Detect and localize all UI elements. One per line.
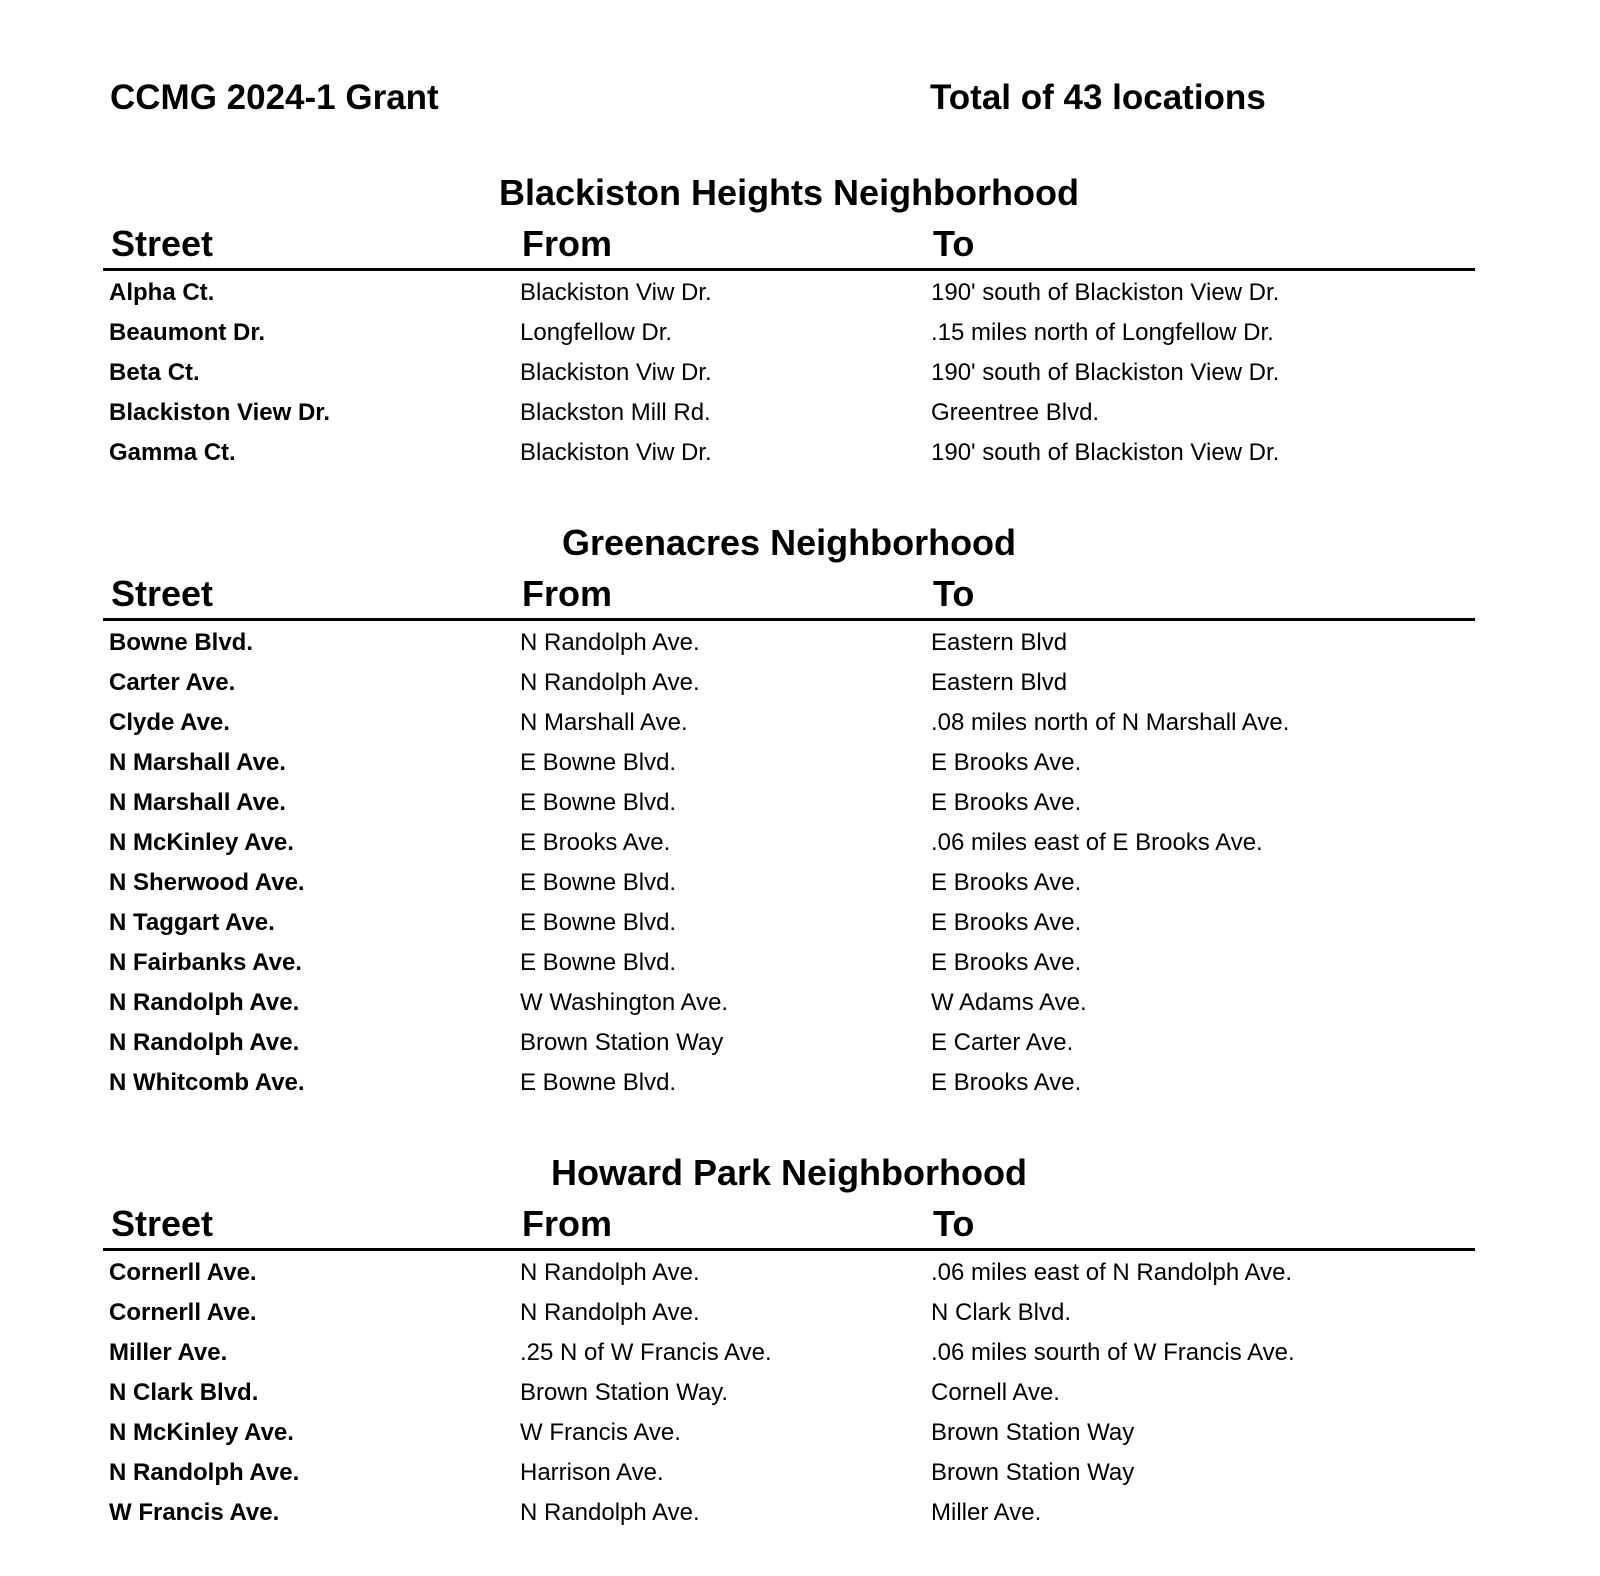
from-cell: N Randolph Ave. xyxy=(520,1299,700,1326)
from-cell: Blackston Mill Rd. xyxy=(520,399,711,426)
to-cell: 190' south of Blackiston View Dr. xyxy=(931,359,1280,386)
table-row xyxy=(103,744,1475,784)
street-cell: Miller Ave. xyxy=(109,1339,228,1366)
street-cell: Bowne Blvd. xyxy=(109,629,254,656)
from-cell: Blackiston Viw Dr. xyxy=(520,439,712,466)
to-cell: E Carter Ave. xyxy=(931,1029,1074,1056)
total-locations: Total of 43 locations xyxy=(930,78,1266,117)
to-cell: Greentree Blvd. xyxy=(931,399,1100,426)
from-column-header: From xyxy=(522,1203,612,1244)
to-cell: E Brooks Ave. xyxy=(931,909,1082,936)
from-cell: N Marshall Ave. xyxy=(520,709,688,736)
from-cell: Longfellow Dr. xyxy=(520,319,673,346)
to-cell: .06 miles east of E Brooks Ave. xyxy=(931,829,1263,856)
to-cell: E Brooks Ave. xyxy=(931,949,1082,976)
street-cell: N Taggart Ave. xyxy=(109,909,275,936)
from-cell: E Bowne Blvd. xyxy=(520,869,677,896)
to-column-header: To xyxy=(933,1203,975,1244)
street-cell: N Clark Blvd. xyxy=(109,1379,259,1406)
street-cell: Cornerll Ave. xyxy=(109,1299,257,1326)
to-cell: .06 miles east of N Randolph Ave. xyxy=(931,1259,1293,1286)
street-cell: Beta Ct. xyxy=(109,359,200,386)
from-cell: Blackiston Viw Dr. xyxy=(520,359,712,386)
table-row xyxy=(103,274,1475,314)
table-row xyxy=(103,1254,1475,1294)
table-row xyxy=(103,824,1475,864)
street-cell: N Whitcomb Ave. xyxy=(109,1069,305,1096)
from-cell: Blackiston Viw Dr. xyxy=(520,279,712,306)
table-row xyxy=(103,314,1475,354)
to-cell: N Clark Blvd. xyxy=(931,1299,1072,1326)
column-header-row xyxy=(103,1202,1475,1251)
street-column-header: Street xyxy=(111,573,214,614)
table-row xyxy=(103,394,1475,434)
to-cell: E Brooks Ave. xyxy=(931,789,1082,816)
street-cell: Cornerll Ave. xyxy=(109,1259,257,1286)
to-cell: 190' south of Blackiston View Dr. xyxy=(931,439,1280,466)
from-column-header: From xyxy=(522,573,612,614)
table-row xyxy=(103,944,1475,984)
from-cell: Brown Station Way xyxy=(520,1029,724,1056)
to-cell: .06 miles sourth of W Francis Ave. xyxy=(931,1339,1295,1366)
from-cell: .25 N of W Francis Ave. xyxy=(520,1339,772,1366)
to-cell: E Brooks Ave. xyxy=(931,749,1082,776)
from-cell: E Bowne Blvd. xyxy=(520,909,677,936)
table-row xyxy=(103,1494,1475,1534)
from-cell: E Bowne Blvd. xyxy=(520,1069,677,1096)
from-cell: N Randolph Ave. xyxy=(520,1499,700,1526)
from-cell: N Randolph Ave. xyxy=(520,629,700,656)
table-row xyxy=(103,1294,1475,1334)
table-row xyxy=(103,1334,1475,1374)
to-cell: Brown Station Way xyxy=(931,1459,1135,1486)
street-cell: W Francis Ave. xyxy=(109,1499,280,1526)
to-cell: .08 miles north of N Marshall Ave. xyxy=(931,709,1290,736)
street-cell: N Fairbanks Ave. xyxy=(109,949,302,976)
street-cell: N McKinley Ave. xyxy=(109,829,294,856)
table-row xyxy=(103,354,1475,394)
street-cell: N Randolph Ave. xyxy=(109,989,300,1016)
column-header-row xyxy=(103,572,1475,621)
street-cell: Gamma Ct. xyxy=(109,439,236,466)
to-cell: .15 miles north of Longfellow Dr. xyxy=(931,319,1274,346)
street-cell: N McKinley Ave. xyxy=(109,1419,294,1446)
table-row xyxy=(103,434,1475,474)
section-title: Blackiston Heights Neighborhood xyxy=(498,172,1080,213)
street-column-header: Street xyxy=(111,223,214,264)
grant-title: CCMG 2024-1 Grant xyxy=(110,78,439,117)
table-body xyxy=(103,624,1475,1104)
to-column-header: To xyxy=(933,573,975,614)
to-column-header: To xyxy=(933,223,975,264)
table-row xyxy=(103,984,1475,1024)
from-column-header: From xyxy=(522,223,612,264)
street-cell: N Marshall Ave. xyxy=(109,789,286,816)
street-column-header: Street xyxy=(111,1203,214,1244)
to-cell: Brown Station Way xyxy=(931,1419,1135,1446)
to-cell: Miller Ave. xyxy=(931,1499,1042,1526)
to-cell: Eastern Blvd xyxy=(931,629,1068,656)
to-cell: E Brooks Ave. xyxy=(931,1069,1082,1096)
street-cell: Blackiston View Dr. xyxy=(109,399,330,426)
from-cell: Brown Station Way. xyxy=(520,1379,729,1406)
to-cell: Eastern Blvd xyxy=(931,669,1068,696)
from-cell: Harrison Ave. xyxy=(520,1459,664,1486)
to-cell: E Brooks Ave. xyxy=(931,869,1082,896)
to-cell: W Adams Ave. xyxy=(931,989,1087,1016)
to-cell: 190' south of Blackiston View Dr. xyxy=(931,279,1280,306)
from-cell: W Washington Ave. xyxy=(520,989,729,1016)
to-cell: Cornell Ave. xyxy=(931,1379,1060,1406)
street-cell: N Randolph Ave. xyxy=(109,1459,300,1486)
street-cell: N Sherwood Ave. xyxy=(109,869,305,896)
table-row xyxy=(103,1414,1475,1454)
street-cell: Alpha Ct. xyxy=(109,279,215,306)
table-row xyxy=(103,864,1475,904)
table-row xyxy=(103,704,1475,744)
street-cell: Carter Ave. xyxy=(109,669,236,696)
street-cell: Beaumont Dr. xyxy=(109,319,266,346)
table-row xyxy=(103,1064,1475,1104)
from-cell: E Bowne Blvd. xyxy=(520,789,677,816)
street-cell: N Randolph Ave. xyxy=(109,1029,300,1056)
table-body xyxy=(103,1254,1475,1534)
street-cell: Clyde Ave. xyxy=(109,709,230,736)
from-cell: N Randolph Ave. xyxy=(520,1259,700,1286)
table-row xyxy=(103,624,1475,664)
section-title: Greenacres Neighborhood xyxy=(561,522,1017,563)
table-body xyxy=(103,274,1475,474)
street-cell: N Marshall Ave. xyxy=(109,749,286,776)
column-header-row xyxy=(103,222,1475,271)
from-cell: E Brooks Ave. xyxy=(520,829,671,856)
table-row xyxy=(103,1454,1475,1494)
table-row xyxy=(103,1024,1475,1064)
table-row xyxy=(103,784,1475,824)
from-cell: E Bowne Blvd. xyxy=(520,949,677,976)
table-row xyxy=(103,904,1475,944)
from-cell: W Francis Ave. xyxy=(520,1419,681,1446)
section-title: Howard Park Neighborhood xyxy=(550,1152,1028,1193)
table-row xyxy=(103,1374,1475,1414)
from-cell: E Bowne Blvd. xyxy=(520,749,677,776)
from-cell: N Randolph Ave. xyxy=(520,669,700,696)
table-row xyxy=(103,664,1475,704)
